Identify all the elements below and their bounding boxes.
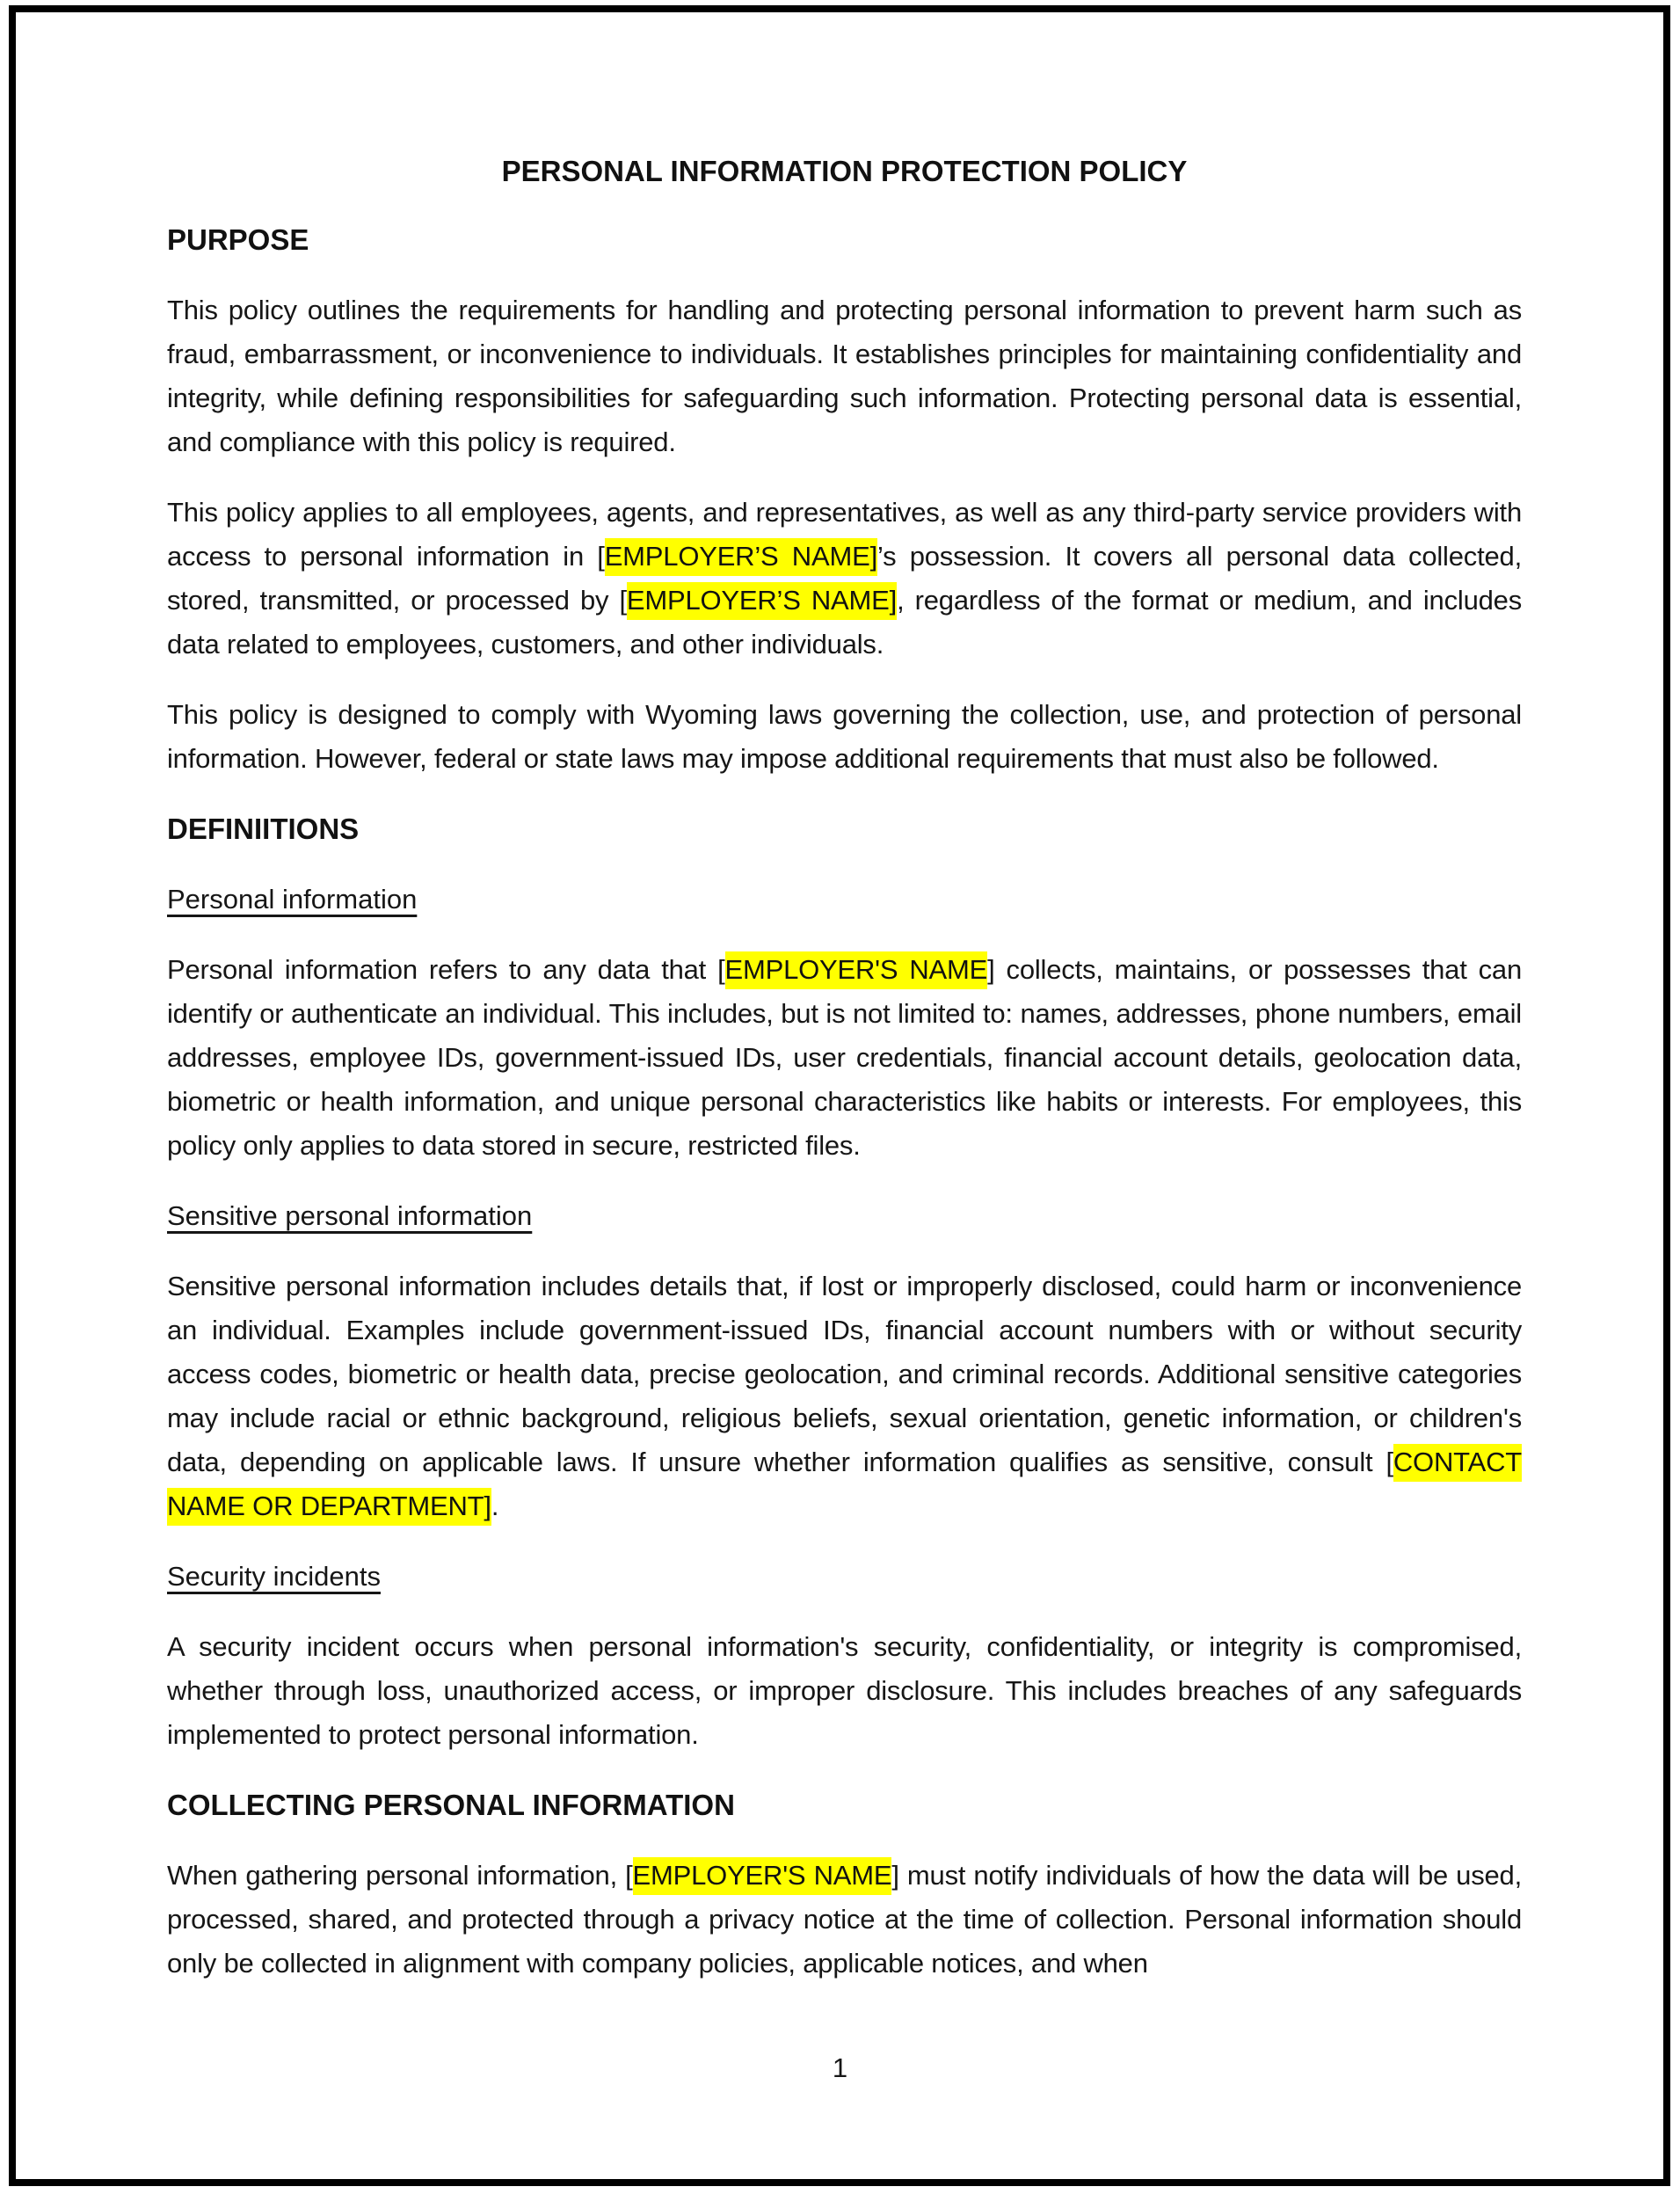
section-heading: COLLECTING PERSONAL INFORMATION: [167, 1789, 735, 1821]
document-content: [167, 0, 1522, 2012]
highlighted-placeholder: EMPLOYER'S NAME: [725, 951, 988, 989]
highlighted-placeholder: EMPLOYER'S NAME: [633, 1857, 892, 1895]
subsection-heading: Sensitive personal information: [167, 1200, 533, 1231]
body-paragraph: This policy outlines the requirements for handling and protecting personal information to prevent harm such as fraud, embarrassment, or inconvenience to individuals. It establishes principles for maintaining confidentiality and integrity, while defining responsibilities for safeguarding such information. Protecting personal data is essential, and compliance with this policy is required.: [167, 295, 1522, 457]
section-heading: DEFINIITIONS: [167, 813, 360, 845]
document-title: PERSONAL INFORMATION PROTECTION POLICY: [501, 155, 1188, 187]
body-paragraph: Sensitive personal information includes details that, if lost or improperly disclosed, could harm or inconvenience an individual. Examples include government-issued IDs, financial account numbers with or without security access codes, biometric or health data, precise geolocation, and criminal records. Additional sensitive categories may include racial or ethnic background, religious beliefs, sexual orientation, genetic information, or children's data, depending on applicable laws. If unsure whether information qualifies as sensitive, consult [CONTACT NAME OR DEPARTMENT].: [167, 1265, 1522, 1528]
body-paragraph: Personal information refers to any data that [EMPLOYER'S NAME] collects, maintains, or possesses that can identify or authenticate an individual. This includes, but is not limited to: names, addresses, phone numbers, email addresses, employee IDs, government-issued IDs, user credentials, financial account details, geolocation data, biometric or health information, and unique personal characteristics like habits or interests. For employees, this policy only applies to data stored in secure, restricted files.: [167, 948, 1522, 1168]
body-paragraph: This policy applies to all employees, agents, and representatives, as well as any third-party service providers with access to personal information in [EMPLOYER’S NAME]’s possession. It covers all personal data collected, stored, transmitted, or processed by [EMPLOYER’S NAME], regardless of the format or medium, and includes data related to employees, customers, and other individuals.: [167, 497, 1522, 660]
body-paragraph: This policy is designed to comply with Wyoming laws governing the collection, use, and protection of personal information. However, federal or state laws may impose additional requirements that must also be followed.: [167, 699, 1522, 774]
subsection-heading: Personal information: [167, 884, 418, 915]
section-heading: PURPOSE: [167, 223, 309, 256]
highlighted-placeholder: CONTACT NAME OR DEPARTMENT]: [167, 1444, 1522, 1526]
body-paragraph: A security incident occurs when personal information's security, confidentiality, or integrity is compromised, whether through loss, unauthorized access, or improper disclosure. This includes breaches of any safeguards implemented to protect personal information.: [167, 1631, 1522, 1750]
subsection-heading: Security incidents: [167, 1561, 381, 1592]
highlighted-placeholder: EMPLOYER’S NAME]: [605, 538, 877, 576]
highlighted-placeholder: EMPLOYER’S NAME]: [627, 582, 897, 620]
page-number: 1: [832, 2052, 848, 2083]
body-paragraph: When gathering personal information, [EMPLOYER'S NAME] must notify individuals of how the data will be used, processed, shared, and protected through a privacy notice at the time of collection. Personal information should only be collected in alignment with company policies, applicable notices, and when: [167, 1854, 1522, 1986]
